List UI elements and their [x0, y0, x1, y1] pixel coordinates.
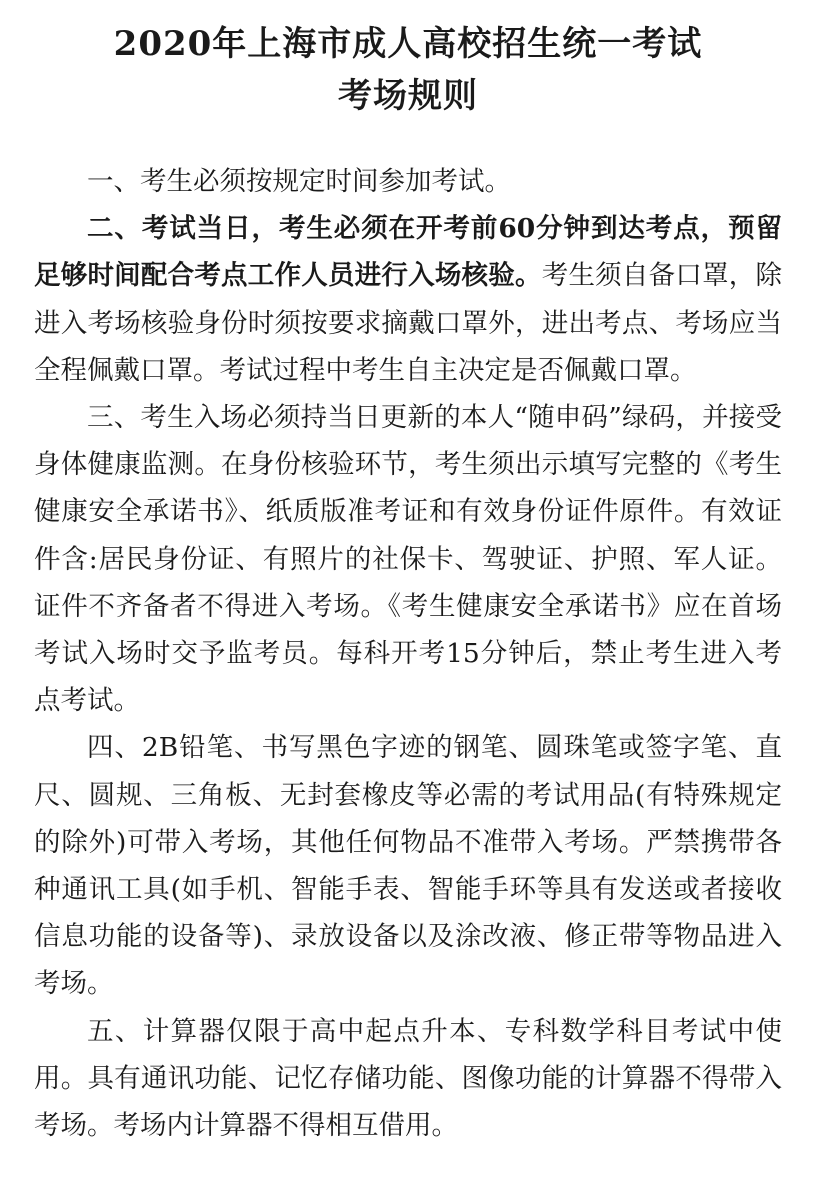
document-subtitle: 考场规则 — [338, 76, 478, 116]
rule-5: 五、计算器仅限于高中起点升本、专科数学科目考试中使用。具有通讯功能、记忆存储功能、图像功能的计算器不得带入考场。考场内计算器不得相互借用。 — [34, 1015, 782, 1142]
document-title: 2020年上海市成人高校招生统一考试 — [113, 24, 703, 64]
rule-4: 四、2B铅笔、书写黑色字迹的钢笔、圆珠笔或签字笔、直尺、圆规、三角板、无封套橡皮等必需的考试用品(有特殊规定的除外)可带入考场，其他任何物品不准带入考场。严禁携带各种通讯工具(如手机、智能手表、智能手环等具有发送或者接收信息功能的设备等)、录放设备以及涂改液、修正带等物品进入考场。 — [34, 732, 782, 1000]
rule-2-text: 考生须自备口罩，除进入考场核验身份时须按要求摘戴口罩外，进出考点、考场应当全程佩戴口罩。考试过程中考生自主决定是否佩戴口罩。 — [34, 260, 783, 386]
rule-2-emphasis: 二、考试当日，考生必须在开考前60分钟到达考点，预留足够时间配合考点工作人员进行入场核验。 — [34, 213, 782, 292]
rule-3: 三、考生入场必须持当日更新的本人“随申码”绿码，并接受身体健康监测。在身份核验环节，考生须出示填写完整的《考生健康安全承诺书》、纸质版准考证和有效身份证件原件。有效证件含:居民身份证、有照片的社保卡、驾驶证、护照、军人证。证件不齐备者不得进入考场。《考生健康安全承诺书》应在首场考试入场时交予监考员。每科开考15分钟后，禁止考生进入考点考试。 — [34, 402, 782, 717]
rules-body — [34, 158, 782, 1149]
rule-1: 一、考生必须按规定时间参加考试。 — [87, 166, 511, 197]
rule-2 — [34, 205, 782, 394]
